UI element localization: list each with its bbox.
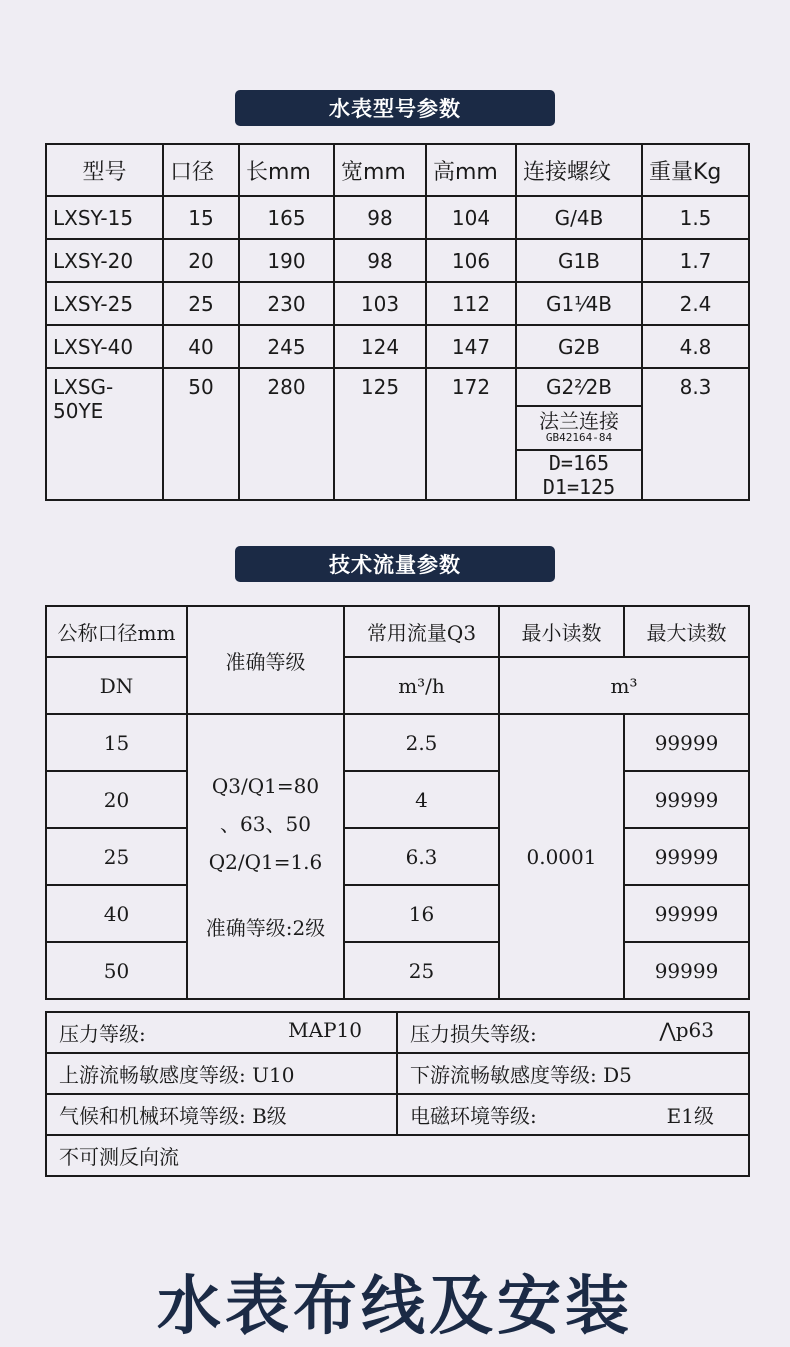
pressure-loss-value: ⋀p63 (659, 1018, 714, 1042)
header-reading-unit: m³ (499, 657, 749, 714)
cell-width: 125 (334, 368, 426, 500)
header-caliber: 口径 (163, 144, 239, 196)
cell-min-reading: 0.0001 (499, 714, 624, 999)
cell-weight: 4.8 (642, 325, 749, 368)
cell-length: 245 (239, 325, 334, 368)
cell-downstream (397, 1053, 749, 1094)
cell-caliber: 25 (46, 828, 187, 885)
header-weight: 重量Kg (642, 144, 749, 196)
cell-height: 172 (426, 368, 516, 500)
table-header-row (46, 657, 749, 714)
cell-length: 190 (239, 239, 334, 282)
flange-dims: D=165 D1=125 (517, 450, 641, 499)
cell-width: 103 (334, 282, 426, 325)
cell-accuracy (187, 714, 344, 999)
cell-weight: 2.4 (642, 282, 749, 325)
cell-em (397, 1094, 749, 1135)
header-thread: 连接螺纹 (516, 144, 642, 196)
downstream-value: D5 (603, 1063, 632, 1087)
cell-caliber: 20 (46, 771, 187, 828)
em-label: 电磁环境等级: (410, 1104, 537, 1128)
cell-height: 147 (426, 325, 516, 368)
header-min-reading: 最小读数 (499, 606, 624, 657)
cell-caliber: 40 (46, 885, 187, 942)
downstream-label: 下游流畅敏感度等级: (410, 1063, 597, 1087)
cell-weight: 1.5 (642, 196, 749, 239)
header-model: 型号 (46, 144, 163, 196)
cell-q3: 4 (344, 771, 499, 828)
cell-width: 98 (334, 239, 426, 282)
section-title-flow-params: 技术流量参数 (235, 546, 555, 582)
table-row (46, 282, 749, 325)
climate-label: 气候和机械环境等级: (59, 1104, 246, 1128)
cell-max-reading: 99999 (624, 885, 749, 942)
cell-model: LXSY-15 (46, 196, 163, 239)
cell-caliber: 20 (163, 239, 239, 282)
table-row (46, 1094, 749, 1135)
flange-label: 法兰连接 (539, 409, 619, 433)
footer-title: 水表布线及安装 (157, 1270, 633, 1344)
cell-height: 112 (426, 282, 516, 325)
cell-upstream (46, 1053, 397, 1094)
flow-params-table (45, 605, 750, 1000)
cell-thread: G1¹⁄4B (516, 282, 642, 325)
table-header-row (46, 606, 749, 657)
cell-caliber: 15 (163, 196, 239, 239)
cell-thread: G/4B (516, 196, 642, 239)
cell-max-reading: 99999 (624, 828, 749, 885)
cell-max-reading: 99999 (624, 714, 749, 771)
pressure-label: 压力等级: (59, 1022, 146, 1046)
flange-connection (517, 406, 641, 450)
table-header-row (46, 144, 749, 196)
accuracy-line: Q3/Q1=80 (211, 773, 320, 798)
header-q3-unit: m³/h (344, 657, 499, 714)
table-row (46, 714, 749, 771)
header-height: 高mm (426, 144, 516, 196)
cell-caliber: 50 (163, 368, 239, 500)
cell-width: 98 (334, 196, 426, 239)
cell-q3: 6.3 (344, 828, 499, 885)
cell-width: 124 (334, 325, 426, 368)
pressure-value: MAP10 (288, 1018, 362, 1042)
section-title-model-params: 水表型号参数 (235, 90, 555, 126)
cell-pressure-loss (397, 1012, 749, 1053)
cell-note: 不可测反向流 (46, 1135, 749, 1176)
model-params-table (45, 143, 750, 501)
cell-climate (46, 1094, 397, 1135)
cell-q3: 16 (344, 885, 499, 942)
cell-q3: 25 (344, 942, 499, 999)
table-row (46, 325, 749, 368)
cell-pressure (46, 1012, 397, 1053)
cell-thread: G2B (516, 325, 642, 368)
cell-model: LXSY-25 (46, 282, 163, 325)
cell-thread: G1B (516, 239, 642, 282)
header-max-reading: 最大读数 (624, 606, 749, 657)
em-value: E1级 (666, 1104, 714, 1128)
header-q3: 常用流量Q3 (344, 606, 499, 657)
table-row (46, 1012, 749, 1053)
cell-caliber: 50 (46, 942, 187, 999)
cell-height: 104 (426, 196, 516, 239)
header-caliber-unit: DN (46, 657, 187, 714)
upstream-value: U10 (252, 1063, 295, 1087)
header-length: 长mm (239, 144, 334, 196)
cell-weight: 8.3 (642, 368, 749, 500)
table-row (46, 942, 749, 999)
cell-caliber: 15 (46, 714, 187, 771)
table-row (46, 828, 749, 885)
table-row (46, 771, 749, 828)
flange-standard: GB42164-84 (545, 431, 613, 444)
table-row (46, 239, 749, 282)
cell-max-reading: 99999 (624, 942, 749, 999)
header-caliber: 公称口径mm (46, 606, 187, 657)
table-row (46, 196, 749, 239)
cell-length: 230 (239, 282, 334, 325)
accuracy-line: 、63、50 (220, 811, 311, 836)
cell-thread: G2²⁄2B (545, 375, 613, 399)
cell-caliber: 40 (163, 325, 239, 368)
cell-height: 106 (426, 239, 516, 282)
table-row (46, 368, 749, 500)
pressure-loss-label: 压力损失等级: (410, 1022, 537, 1046)
cell-model: LXSY-40 (46, 325, 163, 368)
cell-weight: 1.7 (642, 239, 749, 282)
climate-value: B级 (252, 1104, 287, 1128)
accuracy-line: Q2/Q1=1.6 (208, 849, 323, 874)
cell-model: LXSY-20 (46, 239, 163, 282)
header-accuracy: 准确等级 (187, 606, 344, 714)
upstream-label: 上游流畅敏感度等级: (59, 1063, 246, 1087)
cell-caliber: 25 (163, 282, 239, 325)
table-row (46, 885, 749, 942)
cell-length: 280 (239, 368, 334, 500)
cell-max-reading: 99999 (624, 771, 749, 828)
cell-model: LXSG-50YE (46, 368, 163, 500)
grade-table (45, 1011, 750, 1177)
cell-q3: 2.5 (344, 714, 499, 771)
flange-subtable (517, 405, 641, 499)
table-row (46, 1135, 749, 1176)
cell-thread-flange (516, 368, 642, 500)
cell-length: 165 (239, 196, 334, 239)
header-width: 宽mm (334, 144, 426, 196)
accuracy-line: 准确等级:2级 (205, 915, 326, 940)
table-row (46, 1053, 749, 1094)
